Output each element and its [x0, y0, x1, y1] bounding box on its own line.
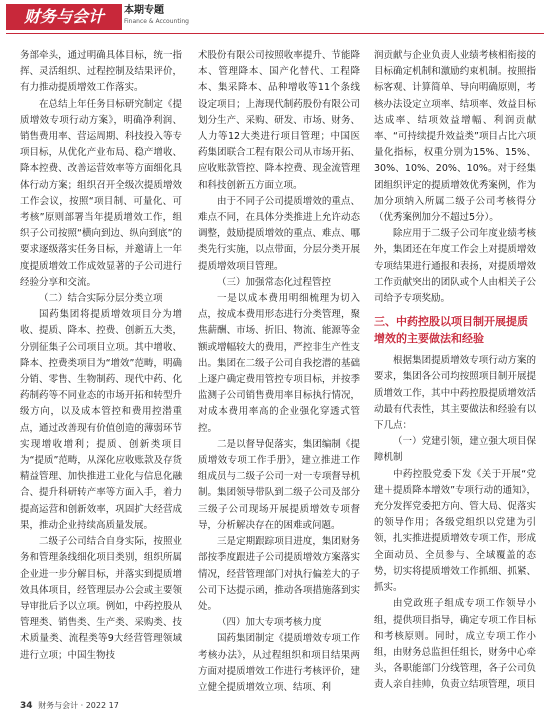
page-header	[0, 0, 550, 34]
paragraph: 国药集团将提质增效项目分为增收、提质、降本、控费、创新五大类，分别征集子公司项目立项。其中增收、降本、控费类项目为“增效”范畴，明确分销、零售、生物制药、现代中药、化药制药等不同业态的市场开拓和转型升级方向，以及成本管控和费用控潜重点，通过改善现有价值创造的薄弱环节实现增收增利；提质、创新类项目为“提质”范畴，从深化应收账款及存货精益管理、加快推进工业化与信息化融合、提升科研转产率等方面入手，着力提高运营和创新效率，巩固扩大经营成果，推动企业持续高质量发展。	[20, 309, 182, 531]
journal-logo: 财务与会计	[6, 4, 122, 30]
subheading: （二）结合实际分层分类立项	[39, 293, 163, 305]
subheading: （四）加大专项考核力度	[217, 617, 322, 629]
paragraph: 润贡献与企业负责人业绩考核相衔接的目标确定机制和激励约束机制。按照指标客观、计算简单、导向明确原则，考核办法设定立项率、结项率、效益目标达成率、结项效益增幅、利润贡献率、“可持续提升效益类”项目占比六项量化指标，权重分别为15%、15%、30%、10%、20%、10%。对于经集团组织评定的提质增效优秀案例，作为加分项纳入所属二级子公司考核得分（优秀案例加分不超过5分）。	[374, 50, 536, 224]
text-column-middle	[198, 48, 360, 696]
paragraph: 术股份有限公司按照收率提升、节能降本、管理降本、国产化替代、工程降本、集采降本、品种增收等11个条线设定项目；上海现代制药股份有限公司划分生产、采购、研发、市场、财务、人力等12大类进行项目管理；中国医药集团联合工程有限公司从市场开拓、应收账款管控、降本控费、现金流管理和科技创新五方面立项。	[198, 50, 360, 191]
section-label	[124, 4, 189, 26]
paragraph: 二是以督导促落实，集团编制《提质增效专项工作手册》，建立推进工作组成员与二级子公司一对一专项督导机制。集团领导带队到二级子公司及部分三级子公司现场开展提质增效专项督导，分析解决存在的困难或问题。	[198, 438, 360, 531]
section-subtitle: Finance & Accounting	[124, 18, 189, 25]
page-footer	[20, 700, 119, 711]
text-column-left	[20, 48, 182, 664]
paragraph: 在总结上年任务目标研究制定《提质增效专项行动方案》，明确净利润、销售费用率、营运周期、科技投入等专项目标，从优化产业布局、稳产增收、降本控费、改善运营效率等方面细化具体行动方案；组织召开全级次提质增效工作会议，按照“项目制、可量化、可考核”原则部署当年提质增效工作，组织子公司按照“横向到边、纵向到底”的要求逐级落实任务目标，并邀请上一年度提质增效工作成效显著的子公司进行经验分享和交流。	[20, 98, 182, 288]
journal-issue: 财务与会计 · 2022 17	[38, 701, 119, 710]
paragraph: 国药集团制定《提质增效专项工作考核办法》，从过程组织和项目结果两方面对提质增效工作进行考核评价，建立健全提质增效立项、结项、利	[198, 633, 360, 693]
section-title: 本期专题	[124, 5, 164, 16]
paragraph: 除应用于二级子公司年度业绩考核外，集团还在年度工作会上对提质增效专项结果进行通报和表扬，对提质增效工作贡献突出的团队或个人由相关子公司给予专项奖励。	[374, 228, 536, 305]
header-divider	[6, 33, 544, 34]
paragraph: 务部牵头，通过明确具体目标，统一指挥、灵活组织、过程控制及结果评价，有力推动提质增效工作落实。	[20, 50, 182, 94]
paragraph: 三是定期跟踪项目进度，集团财务部按季度跟进子公司提质增效方案落实情况，经营管理部门对执行偏差大的子公司下达提示函，推动各项措施落到实处。	[198, 536, 360, 612]
paragraph: 中药控股党委下发《关于开展“党建＋提质降本增效”专项行动的通知》，充分发挥党委把方向、管大局、促落实的领导作用；各级党组织以党建为引领，扎实推进提质增效专项工作，形成全面动员、全员参与、全域覆盖的态势，切实将提质增效工作抓细、抓紧、抓实。	[374, 468, 536, 594]
section-heading: 三、中药控股以项目制开展提质增效的主要做法和经验	[374, 315, 528, 346]
page-number: 34	[20, 701, 33, 711]
paragraph: 二级子公司结合自身实际，按照业务和管理条线细化项目类别，组织所属企业进一步分解目标，并落实到提质增效具体项目，经管理层办公会或主要领导审批后予以立项。例如，中药控股从管理类、销售类、生产类、采购类、技术质量类、流程类等9大经营管理领域进行立项；中国生物技	[20, 536, 182, 661]
paragraph: 根据集团提质增效专项行动方案的要求，集团各公司均按照项目制开展提质增效工作，其中中药控股提质增效活动最有代表性，其主要做法和经验有以下几点：	[374, 355, 536, 432]
paragraph: 由于不同子公司提质增效的重点、难点不同，在具体分类推进上允许动态调整，鼓励提质增效的重点、难点、哪类先行实施，以点带面，分层分类开展提质增效项目管理。	[198, 195, 360, 272]
text-column-right	[374, 48, 536, 694]
subheading: （三）加强常态化过程管控	[217, 276, 332, 288]
subheading: （一）党建引领，建立强大项目保障机制	[374, 436, 536, 464]
paragraph: 由党政班子组成专项工作领导小组，提供项目指导，确定专项工作目标和考核原则。同时，成立专项工作小组，由财务总监担任组长，财务中心牵头，各职能部门分线管理，各子公司负责人亲自挂帅，负责立结项管理，项目	[374, 598, 536, 691]
paragraph: 一是以成本费用明细梳理为切入点，按成本费用形态进行分类管理，聚焦薪酬、市场、折旧、物流、能源等金额或增幅较大的费用，严控非生产性支出。集团在二级子公司自我挖潜的基础上逐户确定费用管控专项目标，并按季监测子公司销售费用率目标执行情况，对成本费用率高的企业强化穿透式管控。	[198, 293, 360, 434]
